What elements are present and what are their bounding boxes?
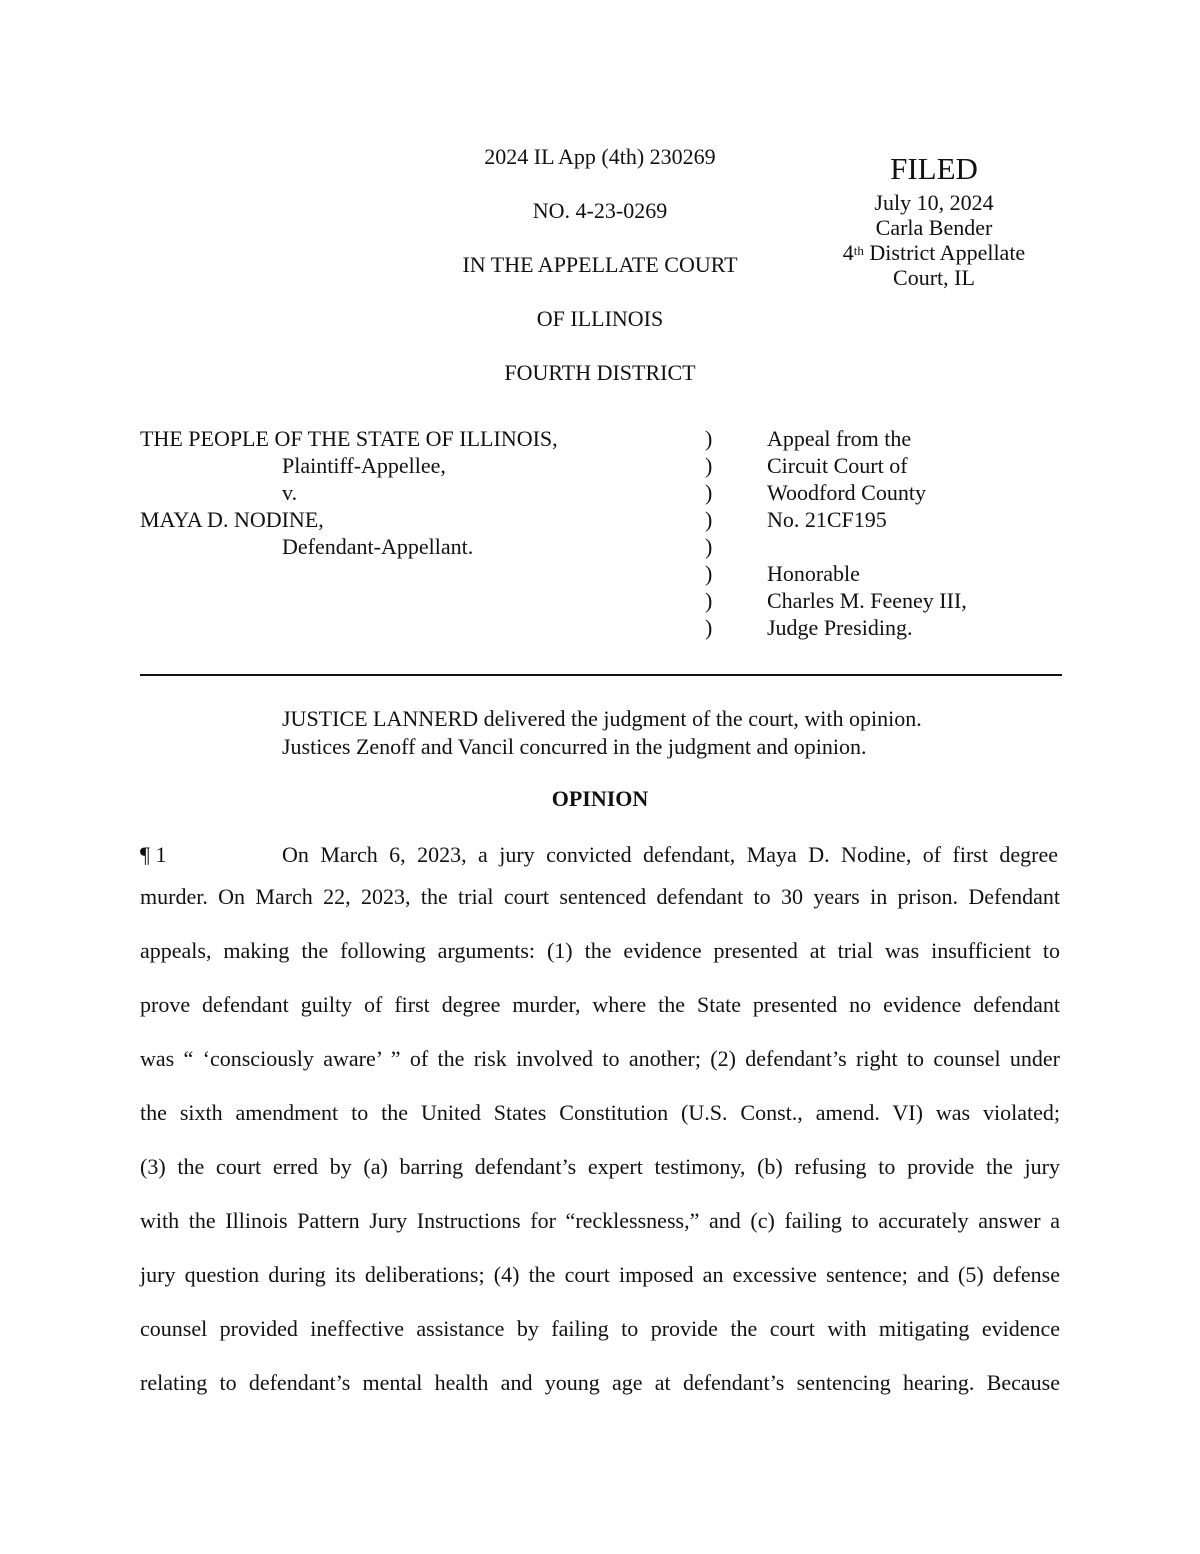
- paragraph-first-line: On March 6, 2023, a jury convicted defendant, Maya D. Nodine, of first degree: [282, 842, 1058, 867]
- caption-paren: ): [705, 426, 713, 451]
- docket-number: NO. 4-23-0269: [532, 198, 668, 223]
- plaintiff-role: Plaintiff-Appellee,: [282, 453, 446, 478]
- judge-name: Charles M. Feeney III,: [767, 588, 967, 613]
- paragraph-line: counsel provided ineffective assistance by failing to provide the court with mitigating evidence: [140, 1316, 1060, 1341]
- court-name-line2: OF ILLINOIS: [536, 306, 664, 331]
- filed-court: Court, IL: [893, 265, 975, 290]
- paragraph-marker: ¶ 1: [140, 842, 167, 867]
- appeal-court-line: Circuit Court of: [767, 453, 908, 478]
- filed-stamp: [820, 152, 1048, 290]
- paragraph-line: jury question during its deliberations; (4) the court imposed an excessive sentence; and (5) defense: [140, 1262, 1060, 1287]
- paragraph-line: appeals, making the following arguments: (1) the evidence presented at trial was insufficient to: [140, 938, 1060, 963]
- filed-date: July 10, 2024: [874, 190, 994, 215]
- case-citation: 2024 IL App (4th) 230269: [484, 144, 716, 169]
- justices-line2: Justices Zenoff and Vancil concurred in the judgment and opinion.: [282, 734, 867, 759]
- caption-paren: ): [705, 507, 713, 532]
- caption-paren: ): [705, 615, 713, 640]
- filed-label: FILED: [890, 151, 978, 186]
- trial-case-number: No. 21CF195: [767, 507, 887, 532]
- paragraph-line: relating to defendant’s mental health and young age at defendant’s sentencing hearing. Because: [140, 1370, 1060, 1395]
- plaintiff-name: THE PEOPLE OF THE STATE OF ILLINOIS,: [140, 426, 558, 451]
- paragraph-line: was “ ‘consciously aware’ ” of the risk involved to another; (2) defendant’s right to counsel under: [140, 1046, 1060, 1071]
- opinion-paragraph: [140, 870, 1060, 1410]
- caption-paren: ): [705, 534, 713, 559]
- filed-clerk: Carla Bender: [875, 215, 993, 240]
- filed-district-num: 4: [842, 240, 854, 265]
- defendant-name: MAYA D. NODINE,: [140, 507, 324, 532]
- court-name-line1: IN THE APPELLATE COURT: [462, 252, 738, 277]
- judge-honorific: Honorable: [767, 561, 860, 586]
- versus: v.: [282, 480, 298, 505]
- caption-paren: ): [705, 561, 713, 586]
- filed-district-sup: th: [853, 243, 864, 258]
- paragraph-line: prove defendant guilty of first degree murder, where the State presented no evidence defendant: [140, 992, 1060, 1017]
- caption-paren: ): [705, 588, 713, 613]
- paragraph-line: (3) the court erred by (a) barring defendant’s expert testimony, (b) refusing to provide the jury: [140, 1154, 1060, 1179]
- appeal-county-line: Woodford County: [767, 480, 926, 505]
- filed-district: [820, 240, 1048, 265]
- paragraph-line: the sixth amendment to the United States Constitution (U.S. Const., amend. VI) was violated;: [140, 1100, 1060, 1125]
- filed-district-rest: District Appellate: [863, 240, 1026, 265]
- caption-paren: ): [705, 453, 713, 478]
- caption-paren: ): [705, 480, 713, 505]
- appeal-from-line: Appeal from the: [767, 426, 912, 451]
- opinion-heading: OPINION: [551, 786, 649, 811]
- paragraph-line: with the Illinois Pattern Jury Instructions for “recklessness,” and (c) failing to accurately answer a: [140, 1208, 1060, 1233]
- defendant-role: Defendant-Appellant.: [282, 534, 474, 559]
- caption-divider: [140, 674, 1062, 676]
- judge-presiding: Judge Presiding.: [767, 615, 913, 640]
- justices-line1: JUSTICE LANNERD delivered the judgment of the court, with opinion.: [282, 706, 922, 731]
- district-name: FOURTH DISTRICT: [504, 360, 696, 385]
- paragraph-line: murder. On March 22, 2023, the trial court sentenced defendant to 30 years in prison. Defendant: [140, 884, 1060, 909]
